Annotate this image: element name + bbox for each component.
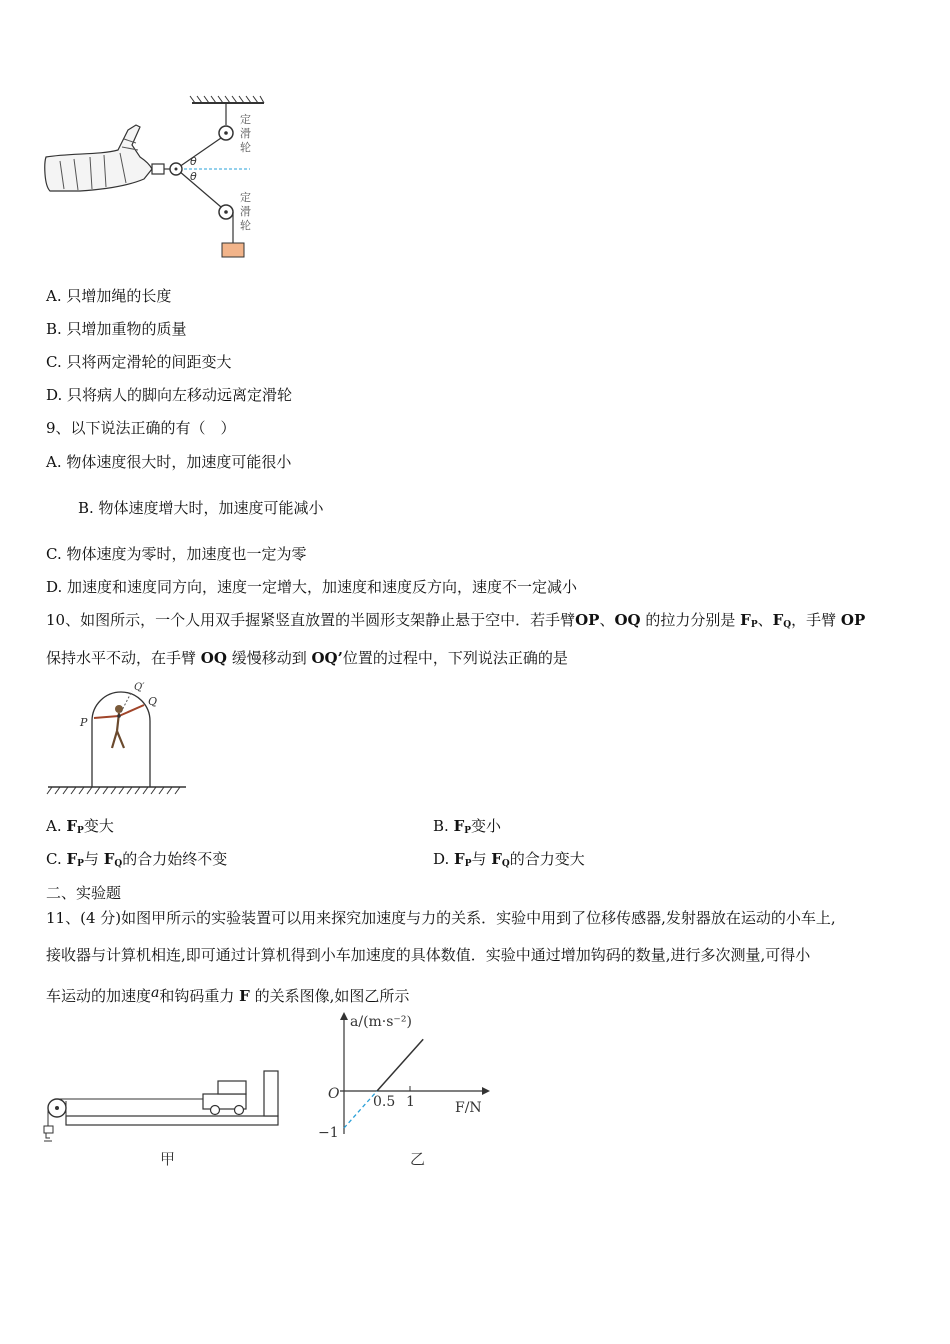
q11-line2: 接收器与计算机相连,即可通过计算机得到小车加速度的具体数值．实验中通过增加钩码的数量,进行多次测量,可得小	[46, 946, 811, 964]
pulley-label-bottom: 定滑轮	[240, 191, 251, 232]
pulley-label-top: 定滑轮	[240, 113, 251, 154]
apparatus-figure	[40, 1066, 285, 1176]
semicircle-support-figure	[44, 676, 189, 796]
q8-option-d: D. 只将病人的脚向左移动远离定滑轮	[46, 386, 293, 404]
q10-stem-line1: 10、如图所示，一个人用双手握紧竖直放置的半圆形支架静止悬于空中．若手臂OP、OQ 的拉力分别是 $F_P$、$F_Q$，手臂 OP	[46, 611, 866, 630]
q11-line3: 车运动的加速度a和钩码重力 F 的关系图像,如图乙所示	[46, 985, 410, 1005]
fig-yi-label: 乙	[410, 1150, 426, 1168]
theta-top: θ	[190, 155, 197, 168]
label-q-prime: Q′	[134, 682, 145, 693]
q9-option-a: A. 物体速度很大时，加速度可能很小	[46, 453, 292, 471]
q8-option-b: B. 只增加重物的质量	[46, 320, 187, 338]
af-graph	[310, 1006, 500, 1178]
tick-label-neg1: −1	[318, 1125, 339, 1141]
line-series-solid	[377, 1039, 423, 1091]
q9-option-b: B. 物体速度增大时，加速度可能减小	[78, 499, 324, 517]
q10-option-a: A. $F_P$变大	[46, 817, 114, 836]
section-heading: 二、实验题	[46, 884, 122, 902]
theta-bottom: θ	[190, 170, 197, 183]
origin-label: O	[328, 1086, 340, 1102]
y-axis-label: a/(m·s⁻²)	[350, 1014, 412, 1030]
q10-option-d: D. $F_P$与 $F_Q$的合力变大	[433, 850, 585, 869]
x-axis-label: F/N	[455, 1100, 482, 1116]
q11-line1: 11、(4 分)如图甲所示的实验装置可以用来探究加速度与力的关系．实验中用到了位移传感器,发射器放在运动的小车上,	[46, 909, 836, 927]
q10-option-c: C. $F_P$与 $F_Q$的合力始终不变	[46, 850, 228, 869]
q9-stem: 9、以下说法正确的有（ ）	[46, 419, 236, 437]
label-q: Q	[148, 695, 158, 708]
tick-label-05: 0.5	[373, 1094, 396, 1110]
q10-stem-line2: 保持水平不动，在手臂 OQ 缓慢移动到 OQ’位置的过程中，下列说法正确的是	[46, 649, 568, 667]
q10-option-b: B. $F_P$变小	[433, 817, 502, 836]
tick-label-1: 1	[406, 1094, 415, 1110]
label-p: P	[80, 716, 88, 729]
q9-option-c: C. 物体速度为零时，加速度也一定为零	[46, 545, 307, 563]
fig-jia-label: 甲	[160, 1150, 176, 1168]
q9-option-d: D. 加速度和速度同方向，速度一定增大，加速度和速度反方向，速度不一定减小	[46, 578, 578, 596]
hanging-weight	[222, 243, 244, 257]
q8-option-a: A. 只增加绳的长度	[46, 287, 172, 305]
q8-option-c: C. 只将两定滑轮的间距变大	[46, 353, 232, 371]
pulley-traction-figure	[40, 95, 280, 265]
